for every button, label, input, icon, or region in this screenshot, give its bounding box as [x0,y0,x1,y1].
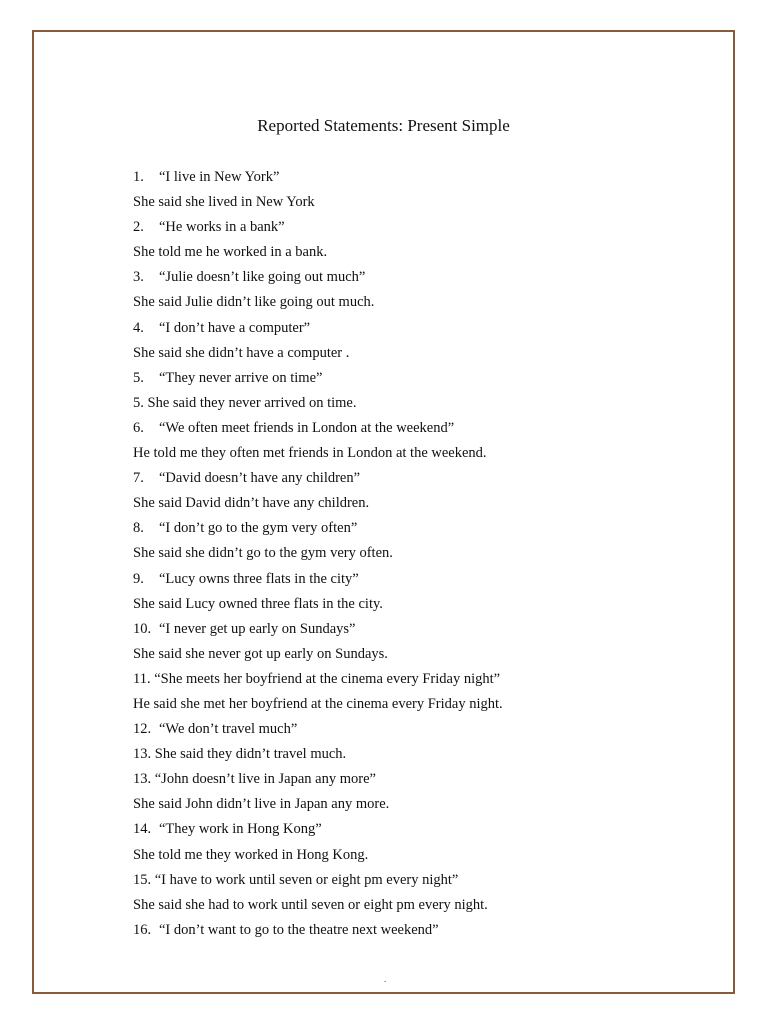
line-text: She said she lived in New York [133,194,315,211]
line-text: “I live in New York” [159,169,280,185]
line-text: “He works in a bank” [159,219,285,236]
line-text: She said she didn’t have a computer . [133,344,350,361]
exercise-quote-line [133,316,693,341]
item-number: 2. [133,219,144,236]
exercise-answer-line [133,190,693,215]
exercise-quote-line [133,567,693,592]
exercise-answer-line [133,541,693,566]
line-text: “I never get up early on Sundays” [159,620,356,637]
line-text: She said she didn’t go to the gym very often. [133,545,393,562]
line-text: She said David didn’t have any children. [133,495,370,512]
exercise-quote-line [133,717,693,742]
line-text: She said she had to work until seven or eight pm every night. [133,896,488,913]
footer-mark: . [384,974,387,984]
item-number: 10. [133,620,152,637]
item-number: 14. [133,821,152,838]
line-text: “I don’t have a computer” [159,319,311,336]
exercise-answer-line [133,792,693,817]
exercise-quote-line [133,918,693,943]
page-title: Reported Statements: Present Simple [257,116,510,135]
exercise-answer-line [133,341,693,366]
line-text: 13. “John doesn’t live in Japan any more” [133,771,376,788]
line-text: 5. She said they never arrived on time. [133,394,357,411]
exercise-quote-line [133,617,693,642]
line-text: She said Lucy owned three flats in the city. [133,595,383,612]
line-text: “Lucy owns three flats in the city” [159,570,359,587]
item-number: 5. [133,369,144,386]
exercise-quote-line [133,817,693,842]
item-number: 6. [133,419,144,436]
exercise-answer-line [133,868,693,893]
exercise-quote-line [133,516,693,541]
exercise-quote-line [133,466,693,491]
line-text: “I don’t go to the gym very often” [159,520,358,537]
exercise-answer-line [133,893,693,918]
exercise-answer-line [133,391,693,416]
exercise-quote-line [133,165,693,190]
exercise-quote-line [133,215,693,240]
exercise-answer-line [133,767,693,792]
item-number: 8. [133,520,144,537]
exercise-list [133,165,693,943]
line-text: “We often meet friends in London at the weekend” [159,419,455,436]
exercise-answer-line [133,843,693,868]
item-number: 1. [133,169,144,185]
line-text: “David doesn’t have any children” [159,470,361,487]
exercise-quote-line [133,265,693,290]
line-text: “They work in Hong Kong” [159,821,322,838]
exercise-answer-line [133,667,693,692]
line-text: “I don’t want to go to the theatre next weekend” [159,921,439,938]
line-text: 15. “I have to work until seven or eight pm every night” [133,871,459,888]
item-number: 4. [133,319,144,336]
line-text: She told me he worked in a bank. [133,244,328,261]
exercise-answer-line [133,441,693,466]
line-text: “We don’t travel much” [159,721,298,738]
line-text: She said she never got up early on Sundays. [133,645,388,662]
exercise-quote-line [133,416,693,441]
line-text: She told me they worked in Hong Kong. [133,846,369,863]
exercise-answer-line [133,642,693,667]
exercise-answer-line [133,742,693,767]
document-page [32,30,735,994]
line-text: “Julie doesn’t like going out much” [159,269,366,286]
item-number: 12. [133,721,152,738]
exercise-answer-line [133,290,693,315]
item-number: 7. [133,470,144,487]
item-number: 9. [133,570,144,587]
line-text: He said she met her boyfriend at the cinema every Friday night. [133,695,503,712]
line-text: 13. She said they didn’t travel much. [133,746,347,763]
exercise-answer-line [133,491,693,516]
line-text: She said Julie didn’t like going out much. [133,294,375,311]
line-text: He told me they often met friends in London at the weekend. [133,445,487,462]
item-number: 16. [133,921,152,938]
line-text: “They never arrive on time” [159,369,323,386]
line-text: 11. “She meets her boyfriend at the cinema every Friday night” [133,670,501,687]
exercise-quote-line [133,366,693,391]
exercise-answer-line [133,592,693,617]
item-number: 3. [133,269,144,286]
exercise-answer-line [133,692,693,717]
exercise-answer-line [133,240,693,265]
line-text: She said John didn’t live in Japan any more. [133,796,390,813]
